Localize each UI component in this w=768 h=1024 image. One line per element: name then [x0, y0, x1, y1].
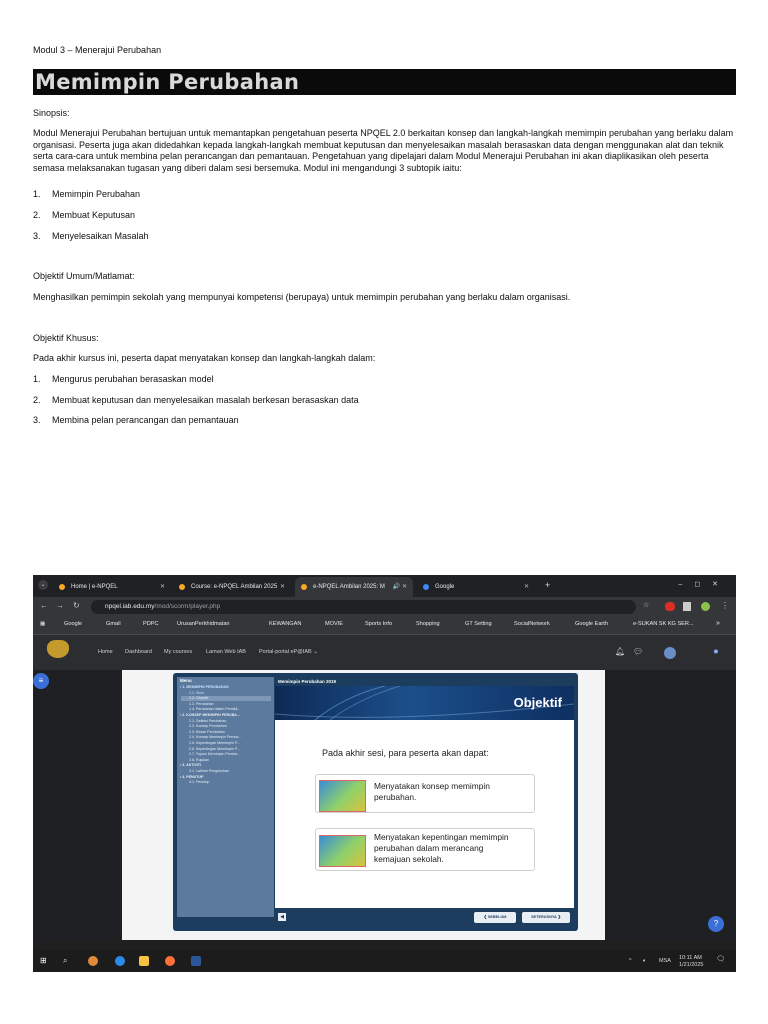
browser-tab-strip	[33, 575, 736, 597]
menu-item[interactable]: 2.2. Konsep Perubahan	[189, 724, 227, 729]
iab-logo[interactable]	[47, 640, 69, 658]
objektif-umum-label: Objektif Umum/Matlamat:	[33, 271, 135, 281]
google-icon	[423, 584, 429, 590]
bookmark-item[interactable]: Sports Info	[365, 621, 393, 627]
nav-my-courses[interactable]: My courses	[164, 649, 193, 655]
close-icon[interactable]: ✕	[279, 584, 285, 590]
bookmark-item[interactable]: KEWANGAN	[269, 621, 302, 627]
menu-item[interactable]: • 1. MEMIMPIN PERUBAHAN	[180, 685, 229, 689]
objective-card	[315, 828, 535, 871]
menu-item[interactable]: 2.1. Definisi Perubahan	[189, 718, 227, 723]
apps-icon[interactable]: ▦	[40, 621, 46, 627]
left-column	[33, 670, 122, 940]
favicon-icon	[179, 584, 185, 590]
drawer-toggle-icon[interactable]: ≡	[33, 673, 49, 689]
address-bar[interactable]: npqel.iab.edu.my/mod/scorm/player.php	[91, 600, 636, 614]
player-controls	[275, 909, 574, 926]
objektif-khusus-label: Objektif Khusus:	[33, 333, 99, 343]
next-button[interactable]: SETERUSNYA ❯	[522, 912, 570, 923]
tray-chevron-icon[interactable]: ^	[629, 958, 632, 964]
objective-text: Menyatakan kepentingan memimpin perubahan dalam merancang kemajuan sekolah.	[374, 832, 509, 864]
favicon-icon	[301, 584, 307, 590]
word-icon[interactable]	[191, 956, 201, 966]
bookmark-item[interactable]: MOVIE	[325, 621, 344, 627]
chat-icon[interactable]: 💬︎	[633, 647, 644, 656]
extension-icon[interactable]	[665, 602, 675, 611]
new-tab-button[interactable]: +	[545, 580, 551, 590]
slide-banner	[275, 686, 574, 720]
scorm-player	[122, 670, 605, 940]
forward-icon[interactable]: →	[56, 601, 64, 610]
menu-item[interactable]: 2.3. Kesan Perubahan	[189, 729, 225, 734]
volume-tray-icon[interactable]: 🔈︎	[643, 958, 647, 964]
language-indicator[interactable]: MSA	[659, 958, 671, 964]
list-item: 3. Membina pelan perancangan dan pemantauan	[33, 415, 239, 425]
bookmark-item[interactable]: Gmail	[106, 621, 121, 627]
bookmarks-bar	[33, 617, 736, 635]
tab-scorm-active[interactable]: e-NPQEL Ambilan 2025: M 🔊 ✕	[295, 577, 413, 597]
list-item: 2. Membuat keputusan dan menyelesaikan masalah berkesan berasaskan data	[33, 395, 359, 405]
bookmark-item[interactable]: SocialNetwork	[514, 621, 550, 627]
menu-item[interactable]: 2.5. Kepentingan Memimpin P...	[189, 741, 240, 745]
menu-item[interactable]: 1.1. Skrin	[189, 690, 205, 695]
close-icon[interactable]: ✕	[523, 584, 529, 590]
objektif-khusus-intro: Pada akhir kursus ini, peserta dapat menyatakan konsep dan langkah-langkah dalam:	[33, 353, 376, 363]
menu-item[interactable]: 3.1. Latihan Pengukuhan	[189, 769, 229, 773]
menu-item[interactable]: • 3. AKTIVITI	[180, 763, 202, 768]
moodle-site	[33, 635, 736, 940]
help-icon[interactable]: ?	[708, 916, 724, 932]
menu-item[interactable]: 1.4. Perubahan dalam Pendidi...	[189, 707, 241, 712]
objective-card	[315, 774, 535, 813]
list-item: 3. Menyelesaikan Masalah	[33, 231, 149, 241]
bookmark-item[interactable]: Shopping	[416, 621, 440, 627]
course-menu	[177, 677, 274, 917]
objective-illustration	[319, 780, 366, 812]
menu-item[interactable]: 1.2. Objektif	[181, 696, 271, 701]
tab-google[interactable]: Google ✕	[417, 579, 535, 595]
bookmark-item[interactable]: PDPC	[143, 621, 159, 627]
search-icon[interactable]: ⌕	[63, 956, 68, 965]
nav-dashboard[interactable]: Dashboard	[125, 649, 152, 655]
bookmarks-more[interactable]: »	[716, 620, 720, 627]
nav-laman-web-iab[interactable]: Laman Web IAB	[206, 649, 246, 655]
sinopsis-label: Sinopsis:	[33, 108, 70, 118]
tab-home[interactable]: Home | e-NPQEL ✕	[53, 579, 171, 595]
firefox-icon[interactable]	[165, 956, 175, 966]
bookmark-item[interactable]: Google Earth	[575, 621, 608, 627]
bookmark-item[interactable]: GT Setting	[465, 621, 492, 627]
back-icon[interactable]: ←	[40, 601, 48, 610]
menu-kebab-icon[interactable]: ⋮	[721, 601, 729, 610]
menu-title: Menu	[180, 678, 192, 683]
star-icon[interactable]: ☆	[643, 602, 650, 609]
close-icon[interactable]: 🔊 ✕	[392, 584, 407, 590]
tab-course[interactable]: Course: e-NPQEL Ambilan 2025 ✕	[173, 579, 291, 595]
page-title: Memimpin Perubahan	[33, 69, 736, 95]
bookmark-item[interactable]: UrusanPerkhidmatan	[177, 621, 230, 627]
menu-item[interactable]: • 2. KONSEP MEMIMPIN PERUBA...	[180, 713, 240, 717]
tab-search-icon[interactable]: ⌄	[38, 580, 48, 590]
menu-item[interactable]: 2.4. Konsep Memimpin Peruba...	[189, 735, 242, 740]
browser-toolbar	[33, 597, 736, 617]
list-item: 1. Mengurus perubahan berasaskan model	[33, 374, 214, 384]
notification-icon[interactable]: 🗨︎	[716, 956, 725, 963]
window-controls[interactable]: –◻✕	[678, 581, 730, 588]
nav-portal-portal[interactable]: Portal-portal eP@IAB ⌄	[259, 649, 318, 655]
slide-frame	[173, 673, 578, 931]
menu-item[interactable]: 2.8. Rujukan	[189, 757, 210, 762]
site-navbar	[33, 635, 736, 670]
favicon-icon	[59, 584, 65, 590]
avatar[interactable]	[664, 647, 676, 659]
menu-item[interactable]: 2.6. Kepentingan Memimpin P...	[189, 746, 240, 751]
slide-intro: Pada akhir sesi, para peserta akan dapat:	[322, 748, 489, 758]
clock[interactable]: 10:11 AM 1/21/2025	[679, 955, 704, 968]
windows-taskbar	[33, 950, 736, 972]
menu-item[interactable]: • 4. PENUTUP	[180, 774, 204, 779]
menu-item[interactable]: 2.7. Tujuan Memimpin Peruba...	[189, 752, 240, 757]
bookmark-item[interactable]: e-SUKAN SK KG SER...	[633, 621, 694, 627]
right-column	[605, 670, 736, 940]
objektif-umum-text: Menghasilkan pemimpin sekolah yang mempunyai kompetensi (berupaya) untuk memimpin perubahan yang berlaku dalam organisasi.	[33, 292, 571, 302]
previous-button[interactable]: ❮ SEBELUM	[474, 912, 516, 923]
slide-content	[275, 677, 574, 908]
extension-icon[interactable]	[683, 602, 691, 611]
list-item: 2. Membuat Keputusan	[33, 210, 136, 220]
bookmark-item[interactable]: Google	[64, 621, 83, 627]
menu-item[interactable]: 1.3. Perubahan	[189, 701, 214, 706]
chrome-icon[interactable]	[88, 956, 98, 966]
slide-header: Memimpin Perubahan 2019	[275, 677, 574, 686]
list-item: 1. Memimpin Perubahan	[33, 189, 141, 199]
menu-item[interactable]: 4.1. Penutup	[189, 780, 210, 785]
objective-illustration	[319, 835, 366, 867]
settings-icon[interactable]: ✹	[713, 649, 719, 656]
objective-text: Menyatakan konsep memimpin perubahan.	[374, 781, 490, 802]
windows-start-icon[interactable]: ⊞	[40, 956, 47, 965]
profile-icon[interactable]	[701, 602, 710, 611]
volume-icon[interactable]: ◀	[278, 913, 286, 921]
bell-icon[interactable]: 🔔︎	[615, 647, 626, 656]
edge-icon[interactable]	[115, 956, 125, 966]
sinopsis-text: Modul Menerajui Perubahan bertujuan untuk memantapkan pengetahuan peserta NPQEL 2.0 berkaitan konsep dan langkah-langkah memimpin perubahan yang berlaku dalam organisasi. Peserta juga akan didedahkan kepada langkah-langkah membuat keputusan dan menyelesaikan masalah berasaskan data dengan menggunakan alat dan teknik serta cara-cara untuk membina pelan perancangan dan pemantauan. Pengetahuan yang dipelajari dalam Modul Menerajui Perubahan ini akan diaplikasikan oleh peserta semasa melaksanakan tugasan yang diberi dalam sesi bersemuka. Modul ini mengandungi 3 subtopik iaitu:	[33, 128, 734, 173]
banner-title: Objektif	[513, 695, 562, 710]
reload-icon[interactable]: ↻	[73, 601, 80, 610]
module-line: Modul 3 – Menerajui Perubahan	[33, 45, 162, 55]
nav-home[interactable]: Home	[98, 649, 113, 655]
close-icon[interactable]: ✕	[159, 584, 165, 590]
file-explorer-icon[interactable]	[139, 956, 149, 966]
embedded-screenshot	[33, 575, 736, 972]
